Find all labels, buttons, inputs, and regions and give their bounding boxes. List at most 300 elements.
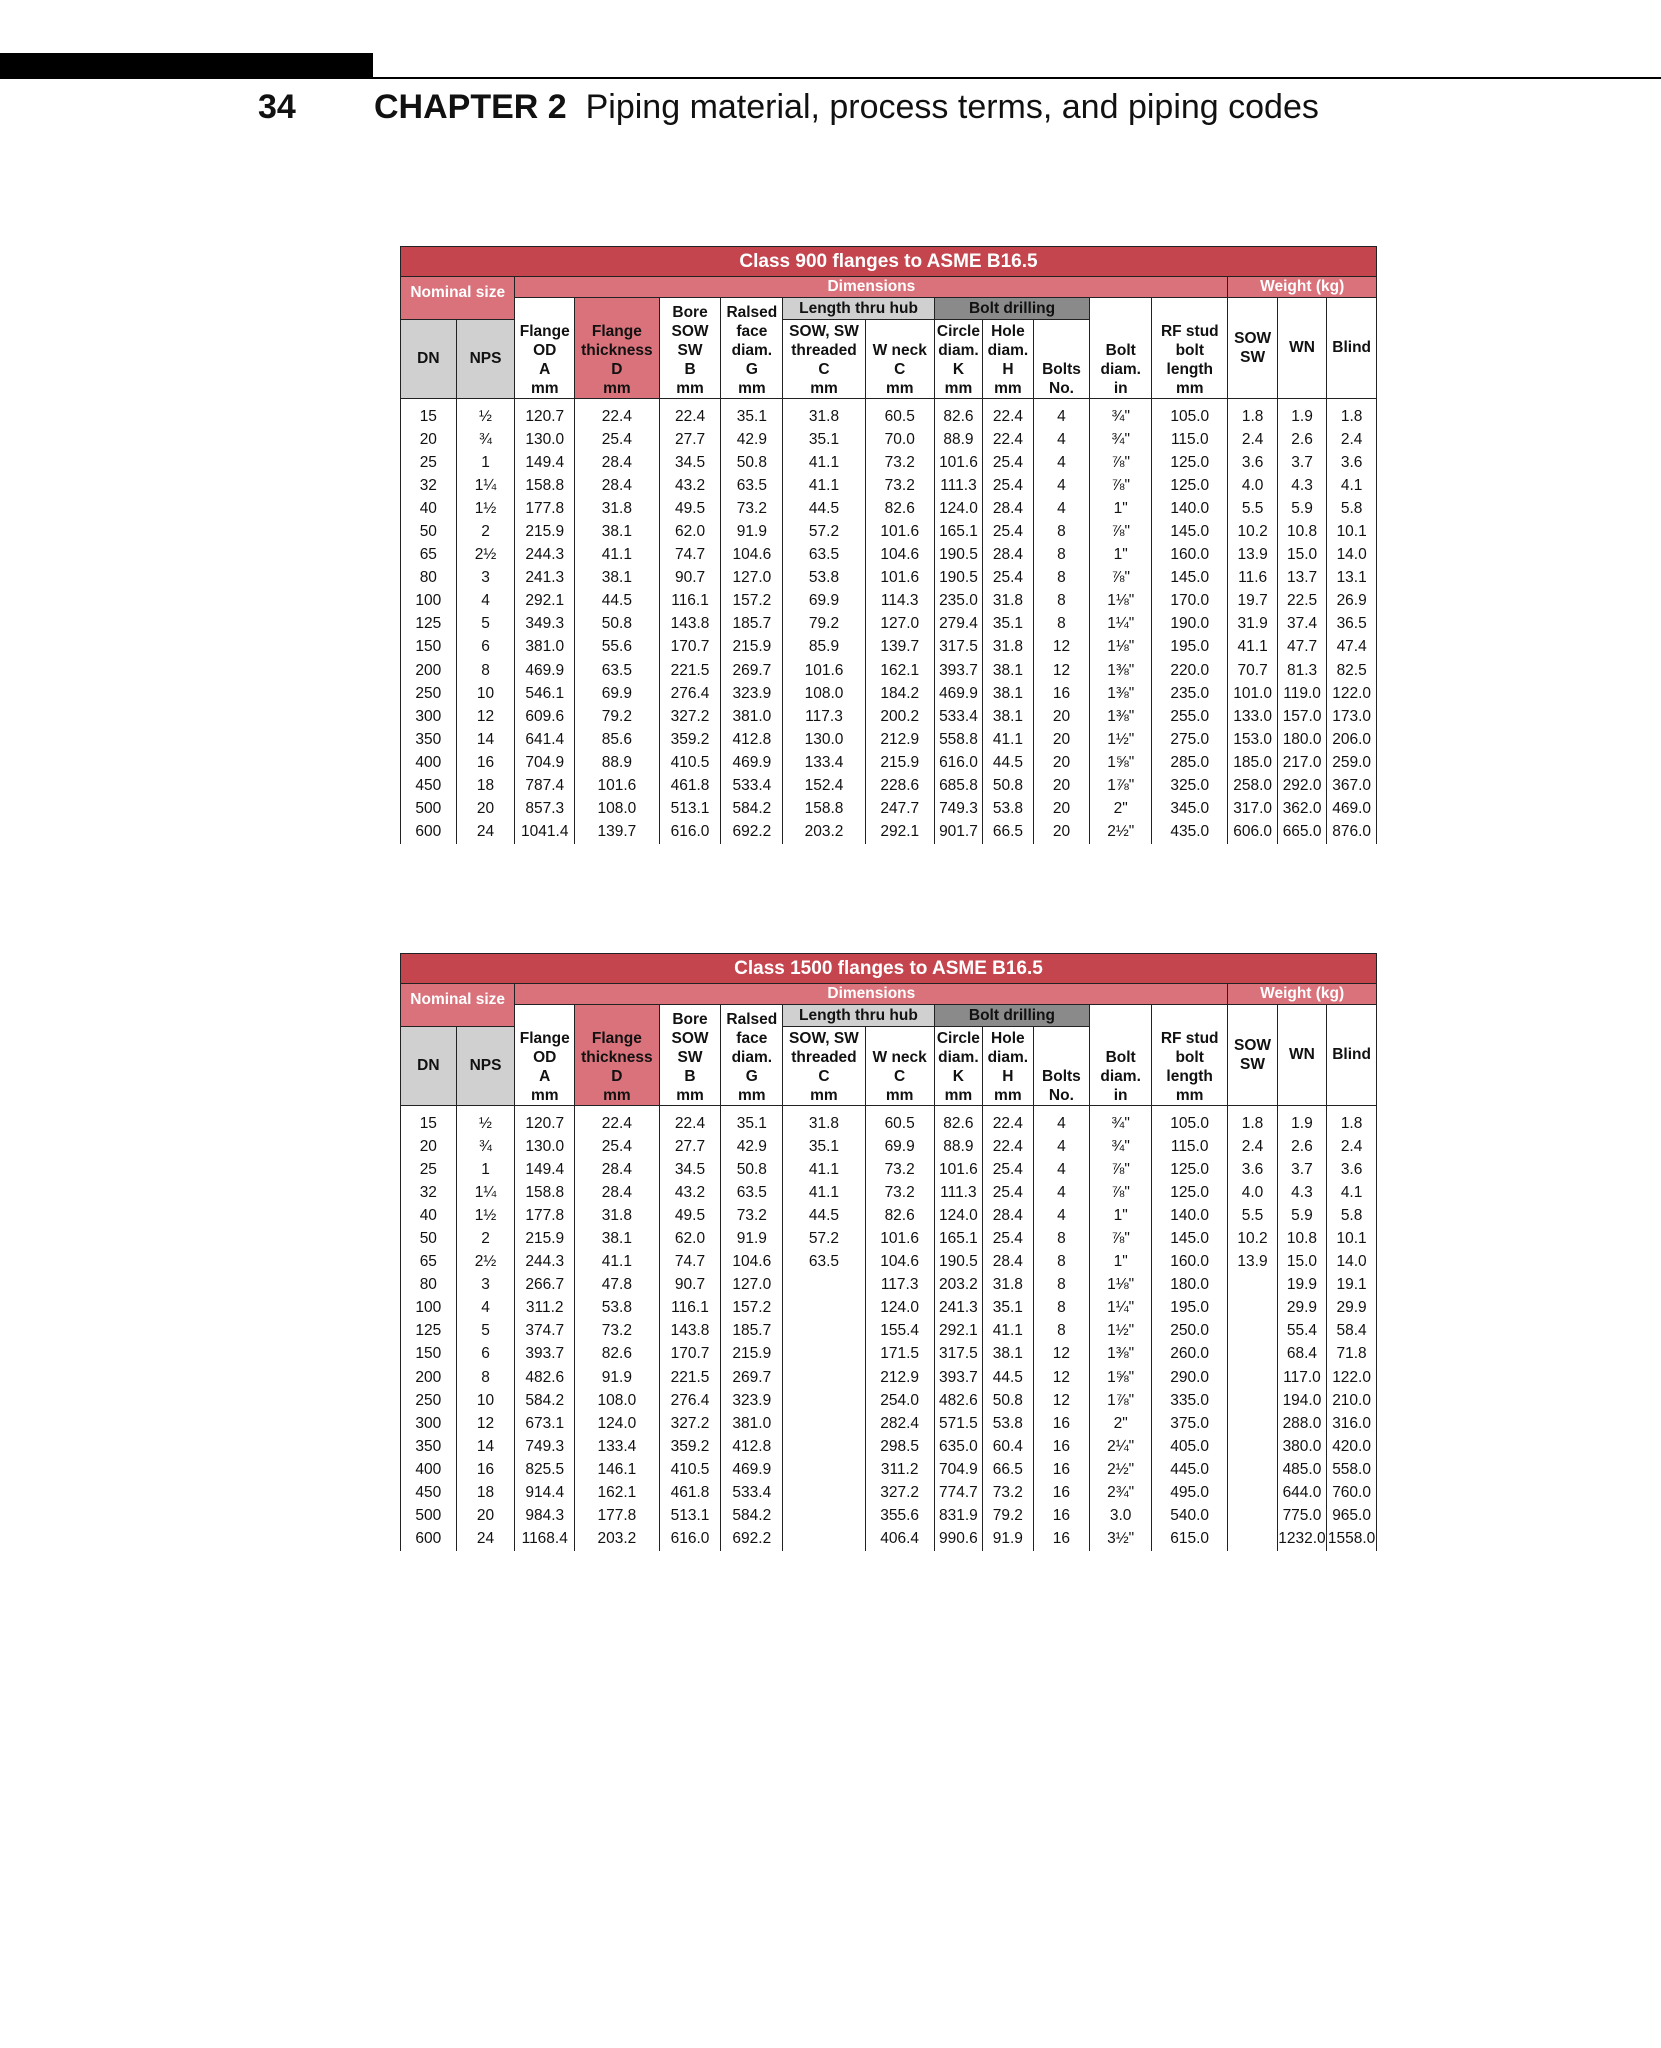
table-cell: 4 (1033, 1204, 1090, 1227)
table-cell: 115.0 (1152, 428, 1228, 451)
table-cell: 298.5 (865, 1435, 934, 1458)
hole-diam-header-line: Hole (991, 323, 1025, 340)
hole-diam-header (983, 1027, 1033, 1106)
table-cell: 100 (401, 1297, 457, 1320)
table-row (401, 1343, 1377, 1366)
table-cell (783, 1297, 865, 1320)
table-cell: 4 (1033, 1135, 1090, 1158)
table-cell: ½ (456, 399, 515, 429)
table-cell: 50.8 (983, 775, 1033, 798)
table-cell: 25.4 (575, 1135, 659, 1158)
bolts-header (1033, 1027, 1090, 1106)
table-cell: 609.6 (515, 705, 575, 728)
table-cell: 38.1 (575, 520, 659, 543)
table-cell: 1⅛" (1090, 590, 1152, 613)
table-cell: 22.4 (575, 399, 659, 429)
table-cell: 1⅜" (1090, 705, 1152, 728)
rf-stud-header-line: mm (1175, 380, 1204, 397)
table-cell: ⅞" (1090, 1181, 1152, 1204)
table-cell: 469.9 (934, 682, 982, 705)
table-row (401, 590, 1377, 613)
table-cell: 173.0 (1327, 705, 1377, 728)
table-cell: 215.9 (865, 751, 934, 774)
table-cell: 105.0 (1152, 1106, 1228, 1136)
table-cell: 22.4 (659, 399, 721, 429)
table-cell: 38.1 (983, 682, 1033, 705)
table-cell: 130.0 (515, 428, 575, 451)
table-cell: 5.9 (1277, 1204, 1326, 1227)
title-row (401, 247, 1377, 277)
table-cell: 381.0 (515, 636, 575, 659)
table-row (401, 1389, 1377, 1412)
table-cell: 60.4 (983, 1435, 1033, 1458)
table-cell: 82.6 (865, 1204, 934, 1227)
table-cell: 4 (1033, 399, 1090, 429)
flange-thickness-header (575, 298, 659, 399)
table-cell: 2½ (456, 1251, 515, 1274)
table-cell: 28.4 (575, 451, 659, 474)
flange-od-header-line: A (539, 1068, 551, 1085)
table-cell: 104.6 (865, 1251, 934, 1274)
table-cell: 162.1 (575, 1482, 659, 1505)
table-cell: 12 (1033, 636, 1090, 659)
table-cell: 85.6 (575, 728, 659, 751)
table-cell: 2.4 (1327, 1135, 1377, 1158)
table-cell: 42.9 (721, 428, 783, 451)
table-cell: 345.0 (1152, 798, 1228, 821)
table-row (401, 567, 1377, 590)
sow-sw-threaded-header (783, 1027, 865, 1106)
table-cell: 146.1 (575, 1458, 659, 1481)
table-cell: 124.0 (934, 497, 982, 520)
table-cell: 65 (401, 1251, 457, 1274)
table-cell: 119.0 (1277, 682, 1326, 705)
table-cell: 435.0 (1152, 821, 1228, 844)
table-cell: 20 (1033, 821, 1090, 844)
table-cell: 130.0 (515, 1135, 575, 1158)
sow-sw-threaded-header-line: SOW, SW (789, 323, 859, 340)
group-header-row (401, 277, 1377, 298)
table-cell: 16 (1033, 1505, 1090, 1528)
group-header-row (401, 984, 1377, 1005)
table-cell: 8 (456, 1366, 515, 1389)
flange-od-header-line: Flange (519, 1030, 570, 1047)
table-cell: 180.0 (1152, 1274, 1228, 1297)
table-cell: 831.9 (934, 1505, 982, 1528)
table-cell: 250 (401, 1389, 457, 1412)
table-cell: 63.5 (721, 474, 783, 497)
table-cell: 380.0 (1277, 1435, 1326, 1458)
bolt-diam-header (1090, 1005, 1152, 1106)
table-cell: 1558.0 (1327, 1528, 1377, 1551)
table-cell: 406.4 (865, 1528, 934, 1551)
table-cell: 375.0 (1152, 1412, 1228, 1435)
table-cell: 235.0 (934, 590, 982, 613)
table-cell: 1⅛" (1090, 1274, 1152, 1297)
bolts-header-line: No. (1049, 380, 1074, 397)
table-cell: 355.6 (865, 1505, 934, 1528)
table-cell: 91.9 (983, 1528, 1033, 1551)
table-cell: 25.4 (983, 1227, 1033, 1250)
table-cell: 170.7 (659, 1343, 721, 1366)
table-cell: 74.7 (659, 1251, 721, 1274)
flange-thickness-header (575, 1005, 659, 1106)
table-row (401, 728, 1377, 751)
table-cell: 20 (401, 428, 457, 451)
flange-thickness-header-line: Flange (591, 1030, 642, 1047)
table-cell: 533.4 (721, 1482, 783, 1505)
sow-sw-threaded-header-line: mm (810, 380, 838, 397)
table-cell: 15.0 (1277, 544, 1326, 567)
table-cell: 6 (456, 1343, 515, 1366)
table-cell: ⅞" (1090, 1227, 1152, 1250)
table-cell: 31.8 (983, 590, 1033, 613)
table-cell: 4.0 (1228, 1181, 1277, 1204)
table-cell: 359.2 (659, 1435, 721, 1458)
table-cell: 317.5 (934, 1343, 982, 1366)
table-cell: 171.5 (865, 1343, 934, 1366)
table-cell: 31.8 (783, 1106, 865, 1136)
table-cell: 250.0 (1152, 1320, 1228, 1343)
flange-od-header (515, 1005, 575, 1106)
raised-face-header-line: Ralsed (726, 1011, 778, 1028)
table-cell: 12 (456, 1412, 515, 1435)
table-row (401, 659, 1377, 682)
raised-face-header-line: face (736, 1030, 768, 1047)
table-cell: 215.9 (721, 636, 783, 659)
table-cell: 258.0 (1228, 775, 1277, 798)
table-cell: 190.5 (934, 544, 982, 567)
flange-od-header-line: mm (530, 380, 559, 397)
table-cell: 50.8 (575, 613, 659, 636)
table-cell: 145.0 (1152, 520, 1228, 543)
table-cell: 127.0 (865, 613, 934, 636)
flange-thickness-header-line: D (611, 361, 623, 378)
table-cell: 2.4 (1228, 428, 1277, 451)
table-cell: 692.2 (721, 821, 783, 844)
table-cell: 500 (401, 798, 457, 821)
table-cell: 220.0 (1152, 659, 1228, 682)
table-cell: 255.0 (1152, 705, 1228, 728)
flange-thickness-header-line: D (611, 1068, 623, 1085)
table-row (401, 775, 1377, 798)
circle-diam-header (934, 320, 982, 399)
table-cell: 73.2 (865, 451, 934, 474)
table-row (401, 399, 1377, 429)
class-1500-flange-table (400, 953, 1377, 1551)
table-cell: 31.8 (575, 497, 659, 520)
table-cell: 300 (401, 705, 457, 728)
table-cell: 4.1 (1327, 1181, 1377, 1204)
chapter-title: Piping material, process terms, and piping codes (585, 88, 1319, 126)
sow-sw-threaded-header-line: C (818, 1068, 830, 1085)
table-cell: 1⅜" (1090, 682, 1152, 705)
table-cell: 3.6 (1327, 451, 1377, 474)
sow-sw-weight-header-line: SW (1240, 349, 1266, 366)
raised-face-header-line: diam. (731, 342, 773, 359)
flange-thickness-header-line: Flange (591, 323, 642, 340)
table-cell: 4 (1033, 1106, 1090, 1136)
table-cell: 10.1 (1327, 520, 1377, 543)
table-cell: 162.1 (865, 659, 934, 682)
circle-diam-header-line: K (952, 1068, 964, 1085)
table-cell (783, 1343, 865, 1366)
table-cell: 66.5 (983, 821, 1033, 844)
table-cell: 58.4 (1327, 1320, 1377, 1343)
table-row (401, 1274, 1377, 1297)
table-cell: 13.9 (1228, 544, 1277, 567)
table-row (401, 497, 1377, 520)
table-cell: 12 (1033, 1343, 1090, 1366)
sow-sw-weight-header-line: SOW (1234, 330, 1272, 347)
rf-stud-header-line: RF stud (1160, 323, 1219, 340)
table-cell: 100 (401, 590, 457, 613)
header-rule-thin (373, 77, 1661, 79)
table-cell: 16 (1033, 1435, 1090, 1458)
table-cell: 14 (456, 1435, 515, 1458)
table-cell: 4 (1033, 497, 1090, 520)
nps-header: NPS (456, 1027, 515, 1106)
table-cell: 335.0 (1152, 1389, 1228, 1412)
table-cell: 1.8 (1228, 399, 1277, 429)
bolt-diam-header-line: Bolt (1105, 1049, 1136, 1066)
table-row (401, 1458, 1377, 1481)
table-cell: 1.9 (1277, 1106, 1326, 1136)
table-cell: 4 (1033, 474, 1090, 497)
table-cell: 25.4 (983, 520, 1033, 543)
table-cell: 760.0 (1327, 1482, 1377, 1505)
flange-thickness-header-line: mm (603, 1087, 631, 1104)
table-cell: 24 (456, 1528, 515, 1551)
table-row (401, 474, 1377, 497)
table-cell: 53.8 (983, 1412, 1033, 1435)
table-cell: 4 (1033, 1158, 1090, 1181)
table-cell (783, 1320, 865, 1343)
table-cell: 25.4 (983, 451, 1033, 474)
table-cell: 450 (401, 775, 457, 798)
w-neck-header-line: mm (885, 380, 914, 397)
table-cell: 1.8 (1327, 399, 1377, 429)
table-row (401, 1106, 1377, 1136)
table-cell: 8 (1033, 1320, 1090, 1343)
table-cell: 20 (401, 1135, 457, 1158)
table-cell: 13.7 (1277, 567, 1326, 590)
table-cell: 1" (1090, 1251, 1152, 1274)
table-cell: 150 (401, 1343, 457, 1366)
table-cell: 1⅜" (1090, 659, 1152, 682)
table-cell: 82.6 (934, 399, 982, 429)
table-cell: 259.0 (1327, 751, 1377, 774)
w-neck-header-line: C (894, 1068, 906, 1085)
table-cell: 25 (401, 1158, 457, 1181)
rf-stud-header-line: RF stud (1160, 1030, 1219, 1047)
table-cell: 16 (1033, 1458, 1090, 1481)
table-cell: 393.7 (934, 1366, 982, 1389)
table-row (401, 1528, 1377, 1551)
table-cell: 20 (456, 1505, 515, 1528)
table-cell: 316.0 (1327, 1412, 1377, 1435)
table-cell: 71.8 (1327, 1343, 1377, 1366)
table-cell: 825.5 (515, 1458, 575, 1481)
table-cell: 41.1 (783, 1158, 865, 1181)
raised-face-header-line: mm (738, 380, 766, 397)
table-cell: 41.1 (1228, 636, 1277, 659)
flange-thickness-header-line: mm (603, 380, 631, 397)
table-cell: 5.9 (1277, 497, 1326, 520)
table-cell: 74.7 (659, 544, 721, 567)
raised-face-header-line: diam. (731, 1049, 773, 1066)
table-cell: 749.3 (934, 798, 982, 821)
table-cell: 901.7 (934, 821, 982, 844)
table-cell: 4.0 (1228, 474, 1277, 497)
table-title: Class 1500 flanges to ASME B16.5 (401, 954, 1377, 984)
table-cell: 26.9 (1327, 590, 1377, 613)
table-cell: 79.2 (983, 1505, 1033, 1528)
sow-sw-weight-header-line: SW (1240, 1056, 1265, 1073)
table-cell: 28.4 (575, 474, 659, 497)
hole-diam-header-line: diam. (987, 342, 1029, 359)
table-cell: 104.6 (721, 1251, 783, 1274)
table-cell: ¾ (456, 428, 515, 451)
table-cell: 10.2 (1228, 1227, 1277, 1250)
table-cell: 25 (401, 451, 457, 474)
table-cell: 194.0 (1277, 1389, 1326, 1412)
table-cell (783, 1505, 865, 1528)
table-cell (783, 1435, 865, 1458)
table-cell: 34.5 (659, 1158, 721, 1181)
table-cell: 60.5 (865, 1106, 934, 1136)
table-cell: 200 (401, 659, 457, 682)
table-cell: 88.9 (575, 751, 659, 774)
table-cell: 8 (456, 659, 515, 682)
circle-diam-header-line: mm (944, 1087, 973, 1104)
table-cell: 1⅛" (1090, 636, 1152, 659)
raised-face-header-line: mm (738, 1087, 766, 1104)
table-cell: 984.3 (515, 1505, 575, 1528)
table-cell: 70.7 (1228, 659, 1277, 682)
flange-od-header-line: OD (533, 342, 557, 359)
table-cell: 381.0 (721, 705, 783, 728)
table-cell: 405.0 (1152, 1435, 1228, 1458)
table-cell: 571.5 (934, 1412, 982, 1435)
table-cell: 300 (401, 1412, 457, 1435)
bore-header-line: B (684, 1068, 696, 1085)
table-cell: 14.0 (1327, 544, 1377, 567)
class-900-flange-table (400, 246, 1377, 844)
sow-sw-threaded-header (783, 320, 865, 399)
table-cell: 2.4 (1228, 1135, 1277, 1158)
table-cell: 108.0 (575, 1389, 659, 1412)
bolt-diam-header-line: in (1113, 1087, 1128, 1104)
table-cell: 2 (456, 520, 515, 543)
table-cell: 600 (401, 1528, 457, 1551)
table-cell: 25.4 (983, 567, 1033, 590)
table-cell: 117.0 (1277, 1366, 1326, 1389)
table-cell: 38.1 (983, 1343, 1033, 1366)
table-cell: 482.6 (515, 1366, 575, 1389)
table-cell: 2½ (456, 544, 515, 567)
table-cell: 130.0 (783, 728, 865, 751)
table-cell: 31.8 (983, 1274, 1033, 1297)
nps-header: NPS (456, 320, 515, 399)
table-cell: 63.5 (783, 1251, 865, 1274)
table-cell: 546.1 (515, 682, 575, 705)
table-cell: 215.9 (721, 1343, 783, 1366)
table-cell: 692.2 (721, 1528, 783, 1551)
table-row (401, 705, 1377, 728)
table-cell: 139.7 (575, 821, 659, 844)
table-cell: 55.6 (575, 636, 659, 659)
table-cell: 149.4 (515, 1158, 575, 1181)
table-cell: 29.9 (1277, 1297, 1326, 1320)
table-cell: 558.8 (934, 728, 982, 751)
raised-face-header (721, 298, 783, 399)
table-cell: 325.0 (1152, 775, 1228, 798)
table-cell: 10.2 (1228, 520, 1277, 543)
table-cell: 10.1 (1327, 1227, 1377, 1250)
table-cell: 327.2 (865, 1482, 934, 1505)
flange-od-header-line: Flange (519, 323, 570, 340)
weight-header: Weight (kg) (1228, 984, 1377, 1005)
table-cell: 25.4 (983, 1181, 1033, 1204)
sow-sw-threaded-header-line: threaded (791, 1049, 857, 1066)
table-cell: 393.7 (934, 659, 982, 682)
table-cell: 124.0 (865, 1297, 934, 1320)
title-row (401, 954, 1377, 984)
table-cell: 69.9 (783, 590, 865, 613)
table-cell: 125 (401, 613, 457, 636)
table-cell: 143.8 (659, 613, 721, 636)
table-cell: 145.0 (1152, 1227, 1228, 1250)
table-cell: 247.7 (865, 798, 934, 821)
table-cell: 8 (1033, 1251, 1090, 1274)
table-cell: 91.9 (721, 520, 783, 543)
hole-diam-header-line: mm (994, 380, 1022, 397)
table-cell: 16 (1033, 682, 1090, 705)
table-row (401, 1482, 1377, 1505)
table-cell: 292.0 (1277, 775, 1326, 798)
table-cell: 2.6 (1277, 428, 1326, 451)
table-cell: 35.1 (721, 399, 783, 429)
table-cell: 101.6 (575, 775, 659, 798)
table-cell: 269.7 (721, 659, 783, 682)
sow-sw-weight-header (1228, 298, 1277, 399)
table-cell: ⅞" (1090, 1158, 1152, 1181)
table-cell: 673.1 (515, 1412, 575, 1435)
table-cell: 149.4 (515, 451, 575, 474)
table-cell: 42.9 (721, 1135, 783, 1158)
table-cell (783, 1482, 865, 1505)
table-cell: 63.5 (783, 544, 865, 567)
table-row (401, 821, 1377, 844)
hole-diam-header-line: Hole (991, 1030, 1025, 1047)
table-cell: 91.9 (721, 1227, 783, 1250)
table-cell: 4.3 (1277, 474, 1326, 497)
table-cell: 20 (1033, 798, 1090, 821)
table-cell: 704.9 (934, 1458, 982, 1481)
table-cell: 4 (456, 590, 515, 613)
table-cell: 104.6 (865, 544, 934, 567)
bore-header-line: Bore (672, 304, 708, 321)
hole-diam-header-line: diam. (987, 1049, 1029, 1066)
table-cell: 57.2 (783, 1227, 865, 1250)
table-cell: 157.2 (721, 1297, 783, 1320)
table-cell: 82.5 (1327, 659, 1377, 682)
table-cell: 3 (456, 567, 515, 590)
table-cell: 8 (1033, 1297, 1090, 1320)
table-cell: 244.3 (515, 1251, 575, 1274)
table-cell: 190.0 (1152, 613, 1228, 636)
